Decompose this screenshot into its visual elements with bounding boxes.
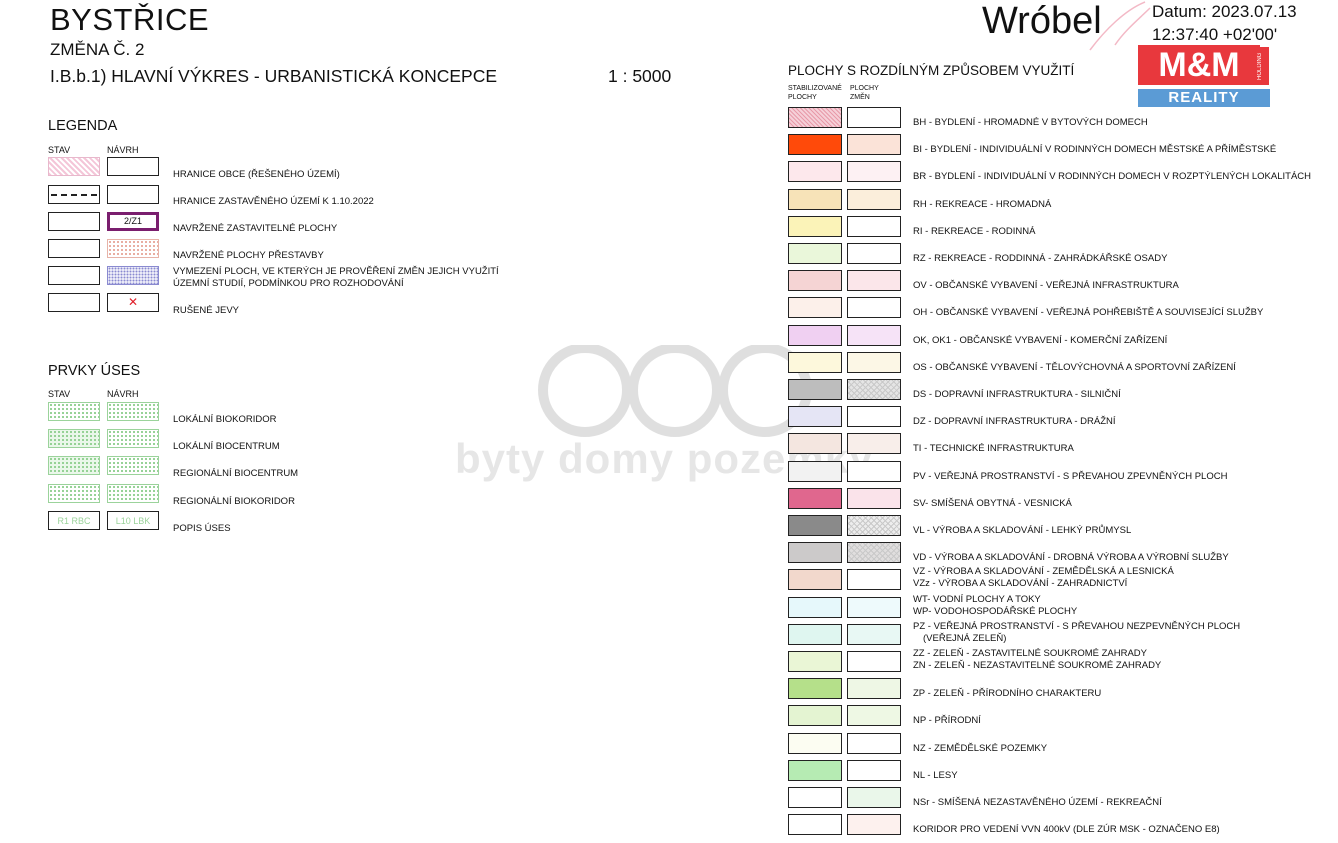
areas-col-navrh-line1: PLOCHY	[850, 85, 879, 92]
area-swatch-navrh	[847, 325, 901, 346]
area-label: PV - VEŘEJNÁ PROSTRANSTVÍ - S PŘEVAHOU ZPEVNĚNÝCH PLOCH	[913, 471, 1228, 482]
legend-swatch-stav	[48, 266, 100, 285]
area-swatch-navrh	[847, 243, 901, 264]
uses-swatch-navrh: L10 LBK	[107, 511, 159, 530]
signature-date	[1152, 0, 1297, 46]
signature-name: Wróbel	[982, 0, 1102, 42]
legend-title: LEGENDA	[48, 118, 118, 134]
signature-time-line: 12:37:40 +02'00'	[1152, 25, 1278, 44]
areas-col-navrh-line2: ZMĚN	[850, 94, 870, 101]
area-label: OK, OK1 - OBČANSKÉ VYBAVENÍ - KOMERČNÍ ZAŘÍZENÍ	[913, 335, 1168, 346]
area-swatch-navrh	[847, 760, 901, 781]
legend-swatch-navrh: ✕	[107, 293, 159, 312]
area-swatch-navrh	[847, 705, 901, 726]
signature-date-line: Datum: 2023.07.13	[1152, 2, 1297, 21]
uses-col-navrh: NÁVRH	[107, 389, 139, 399]
area-label: OS - OBČANSKÉ VYBAVENÍ - TĚLOVÝCHOVNÁ A SPORTOVNÍ ZAŘÍZENÍ	[913, 362, 1236, 373]
uses-swatch-stav	[48, 484, 100, 503]
uses-label: POPIS ÚSES	[173, 523, 231, 534]
uses-swatch-stav	[48, 429, 100, 448]
area-label: WT- VODNÍ PLOCHY A TOKY	[913, 594, 1041, 605]
logo-side: HOLDING	[1257, 47, 1269, 85]
area-swatch-stav	[788, 433, 842, 454]
area-label: NL - LESY	[913, 770, 958, 781]
area-swatch-navrh	[847, 433, 901, 454]
area-label: ZZ - ZELEŇ - ZASTAVITELNÉ SOUKROMÉ ZAHRADY	[913, 648, 1148, 659]
area-label-line2: ZN - ZELEŇ - NEZASTAVITELNÉ SOUKROMÉ ZAHRADY	[913, 660, 1162, 671]
area-label: OH - OBČANSKÉ VYBAVENÍ - VEŘEJNÁ POHŘEBIŠTĚ A SOUVISEJÍCÍ SLUŽBY	[913, 307, 1264, 318]
area-label: DS - DOPRAVNÍ INFRASTRUKTURA - SILNIČNÍ	[913, 389, 1121, 400]
areas-col-stav	[788, 84, 842, 102]
area-swatch-navrh	[847, 787, 901, 808]
area-swatch-stav	[788, 787, 842, 808]
area-swatch-navrh	[847, 134, 901, 155]
legend-swatch-navrh	[107, 185, 159, 204]
area-label: ZP - ZELEŇ - PŘÍRODNÍHO CHARAKTERU	[913, 688, 1102, 699]
area-swatch-stav	[788, 461, 842, 482]
uses-label: REGIONÁLNÍ BIOCENTRUM	[173, 468, 299, 479]
area-swatch-stav	[788, 597, 842, 618]
area-swatch-navrh	[847, 651, 901, 672]
area-swatch-stav	[788, 216, 842, 237]
legend-label: NAVRŽENÉ PLOCHY PŘESTAVBY	[173, 250, 324, 261]
areas-title: PLOCHY S ROZDÍLNÝM ZPŮSOBEM VYUŽITÍ	[788, 63, 1075, 78]
area-swatch-stav	[788, 161, 842, 182]
area-label: NSr - SMÍŠENÁ NEZASTAVĚNÉHO ÚZEMÍ - REKREAČNÍ	[913, 797, 1162, 808]
area-swatch-navrh	[847, 189, 901, 210]
area-label-line2: (VEŘEJNÁ ZELEŇ)	[923, 633, 1007, 644]
area-label: VD - VÝROBA A SKLADOVÁNÍ - DROBNÁ VÝROBA A VÝROBNÍ SLUŽBY	[913, 552, 1229, 563]
area-swatch-stav	[788, 515, 842, 536]
area-label: OV - OBČANSKÉ VYBAVENÍ - VEŘEJNÁ INFRASTRUKTURA	[913, 280, 1179, 291]
area-swatch-stav	[788, 760, 842, 781]
area-swatch-stav	[788, 134, 842, 155]
legend-swatch-navrh	[107, 266, 159, 285]
watermark-text: byty domy pozemky	[455, 435, 874, 482]
legend-label-line2: ÚZEMNÍ STUDIÍ, PODMÍNKOU PRO ROZHODOVÁNÍ	[173, 278, 404, 289]
area-label-line2: WP- VODOHOSPODÁŘSKÉ PLOCHY	[913, 606, 1078, 617]
legend-swatch-stav	[48, 157, 100, 176]
area-swatch-stav	[788, 651, 842, 672]
area-label: BI - BYDLENÍ - INDIVIDUÁLNÍ V RODINNÝCH DOMECH MĚSTSKÉ A PŘÍMĚSTSKÉ	[913, 144, 1277, 155]
legend-swatch-stav	[48, 212, 100, 231]
area-swatch-stav	[788, 297, 842, 318]
area-swatch-stav	[788, 325, 842, 346]
legend-swatch-stav	[48, 185, 100, 204]
uses-swatch-navrh	[107, 456, 159, 475]
uses-swatch-navrh	[107, 484, 159, 503]
uses-swatch-stav: R1 RBC	[48, 511, 100, 530]
legend-label: HRANICE OBCE (ŘEŠENÉHO ÚZEMÍ)	[173, 169, 340, 180]
area-swatch-stav	[788, 406, 842, 427]
area-swatch-stav	[788, 624, 842, 645]
uses-swatch-stav	[48, 456, 100, 475]
area-label: RH - REKREACE - HROMADNÁ	[913, 199, 1052, 210]
logo-sub: REALITY	[1138, 89, 1270, 107]
area-label: RI - REKREACE - RODINNÁ	[913, 226, 1036, 237]
area-label: BR - BYDLENÍ - INDIVIDUÁLNÍ V RODINNÝCH DOMECH V ROZPTÝLENÝCH LOKALITÁCH	[913, 171, 1312, 182]
map-scale: 1 : 5000	[608, 66, 672, 86]
area-swatch-stav	[788, 189, 842, 210]
areas-col-stav-line2: PLOCHY	[788, 94, 817, 101]
area-swatch-navrh	[847, 270, 901, 291]
area-swatch-stav	[788, 814, 842, 835]
area-label-line2: VZz - VÝROBA A SKLADOVÁNÍ - ZAHRADNICTVÍ	[913, 578, 1128, 589]
area-label: SV- SMÍŠENÁ OBYTNÁ - VESNICKÁ	[913, 498, 1072, 509]
area-label: PZ - VEŘEJNÁ PROSTRANSTVÍ - S PŘEVAHOU NEZPEVNĚNÝCH PLOCH	[913, 621, 1241, 632]
uses-title: PRVKY ÚSES	[48, 363, 141, 379]
area-label: VL - VÝROBA A SKLADOVÁNÍ - LEHKÝ PRŮMYSL	[913, 525, 1132, 536]
area-label: RZ - REKREACE - RODDINNÁ - ZAHRÁDKÁŘSKÉ OSADY	[913, 253, 1168, 264]
legend-swatch-navrh	[107, 239, 159, 258]
map-title: BYSTŘICE	[50, 2, 210, 37]
legend-swatch-stav	[48, 239, 100, 258]
area-swatch-navrh	[847, 488, 901, 509]
area-label: VZ - VÝROBA A SKLADOVÁNÍ - ZEMĚDĚLSKÁ A LESNICKÁ	[913, 566, 1174, 577]
area-swatch-navrh	[847, 814, 901, 835]
logo-main: M&M	[1138, 45, 1260, 85]
area-swatch-navrh	[847, 297, 901, 318]
area-swatch-navrh	[847, 161, 901, 182]
area-label: BH - BYDLENÍ - HROMADNÉ V BYTOVÝCH DOMECH	[913, 117, 1148, 128]
area-swatch-stav	[788, 488, 842, 509]
area-swatch-navrh	[847, 569, 901, 590]
area-swatch-navrh	[847, 379, 901, 400]
legend-col-stav: STAV	[48, 145, 71, 155]
uses-label: REGIONÁLNÍ BIOKORIDOR	[173, 496, 295, 507]
legend-label: HRANICE ZASTAVĚNÉHO ÚZEMÍ K 1.10.2022	[173, 196, 374, 207]
area-swatch-navrh	[847, 542, 901, 563]
area-swatch-stav	[788, 542, 842, 563]
area-swatch-navrh	[847, 107, 901, 128]
area-swatch-navrh	[847, 406, 901, 427]
area-swatch-stav	[788, 270, 842, 291]
legend-swatch-navrh: 2/Z1	[107, 212, 159, 231]
area-swatch-navrh	[847, 461, 901, 482]
legend-label: NAVRŽENÉ ZASTAVITELNÉ PLOCHY	[173, 223, 338, 234]
area-swatch-navrh	[847, 216, 901, 237]
uses-swatch-navrh	[107, 402, 159, 421]
area-swatch-stav	[788, 569, 842, 590]
area-swatch-navrh	[847, 624, 901, 645]
uses-label: LOKÁLNÍ BIOKORIDOR	[173, 414, 277, 425]
area-label: NZ - ZEMĚDĚLSKÉ POZEMKY	[913, 743, 1048, 754]
area-label: NP - PŘÍRODNÍ	[913, 715, 981, 726]
legend-col-navrh: NÁVRH	[107, 145, 139, 155]
area-swatch-navrh	[847, 352, 901, 373]
area-label: KORIDOR PRO VEDENÍ VVN 400kV (DLE ZÚR MSK - OZNAČENO E8)	[913, 824, 1220, 835]
uses-label: LOKÁLNÍ BIOCENTRUM	[173, 441, 280, 452]
uses-col-stav: STAV	[48, 389, 71, 399]
areas-col-stav-line1: STABILIZOVANÉ	[788, 85, 842, 92]
area-swatch-stav	[788, 352, 842, 373]
area-swatch-stav	[788, 733, 842, 754]
uses-swatch-navrh	[107, 429, 159, 448]
uses-swatch-stav	[48, 402, 100, 421]
legend-label: RUŠENÉ JEVY	[173, 305, 239, 316]
legend-swatch-stav	[48, 293, 100, 312]
legend-swatch-navrh	[107, 157, 159, 176]
area-swatch-stav	[788, 678, 842, 699]
legend-label: VYMEZENÍ PLOCH, VE KTERÝCH JE PROVĚŘENÍ ZMĚN JEJICH VYUŽITÍ	[173, 266, 499, 277]
area-swatch-navrh	[847, 515, 901, 536]
areas-col-navrh	[850, 84, 879, 102]
area-swatch-stav	[788, 705, 842, 726]
drawing-name: I.B.b.1) HLAVNÍ VÝKRES - URBANISTICKÁ KONCEPCE	[50, 66, 498, 86]
area-swatch-stav	[788, 107, 842, 128]
area-label: TI - TECHNICKÉ INFRASTRUKTURA	[913, 443, 1074, 454]
area-swatch-navrh	[847, 733, 901, 754]
area-swatch-navrh	[847, 597, 901, 618]
area-swatch-navrh	[847, 678, 901, 699]
mm-reality-logo	[1136, 45, 1271, 109]
area-label: DZ - DOPRAVNÍ INFRASTRUKTURA - DRÁŽNÍ	[913, 416, 1116, 427]
area-swatch-stav	[788, 243, 842, 264]
change-number: ZMĚNA Č. 2	[50, 40, 145, 59]
area-swatch-stav	[788, 379, 842, 400]
